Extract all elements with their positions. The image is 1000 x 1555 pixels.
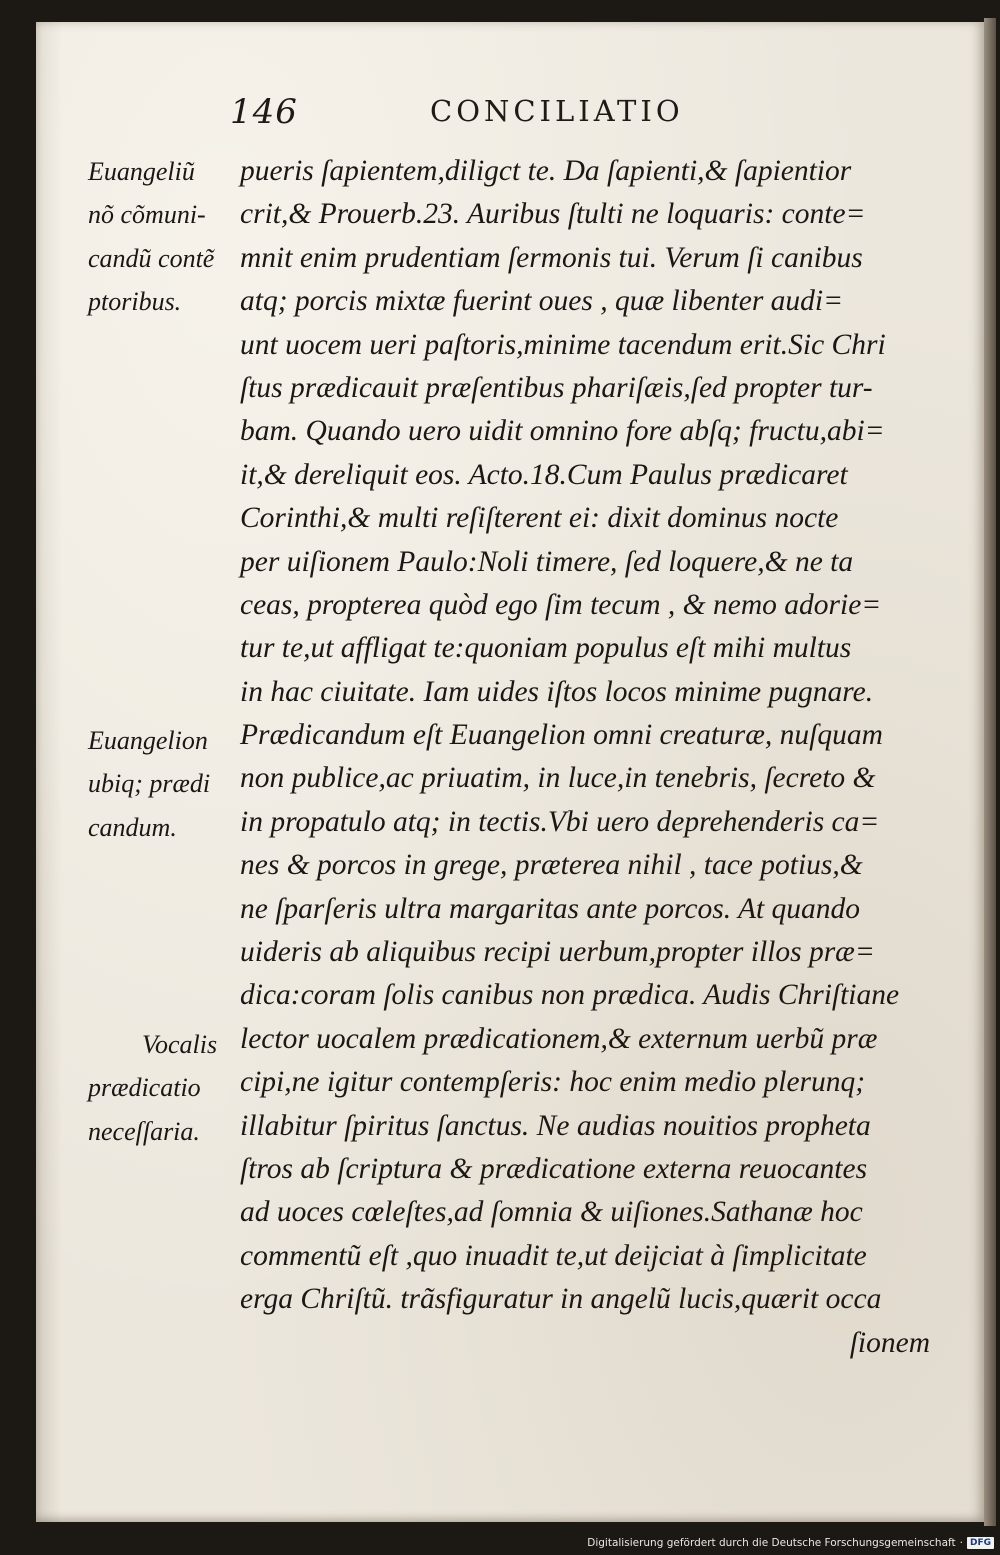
text-line: non publice,ac priuatim, in luce,in tenebris, ſecreto & (240, 762, 876, 795)
text-line: crit,& Prouerb.23. Auribus ſtulti ne loquaris: conte= (240, 198, 866, 231)
text-line: in hac ciuitate. Iam uides iſtos locos minime pugnare. (240, 675, 874, 708)
text-line: dica:coram ſolis canibus non prædica. Audis Chriſtiane (240, 979, 900, 1012)
marginal-line: ptoribus. (88, 287, 182, 317)
marginal-line: candũ contẽ (88, 243, 215, 273)
marginal-line: ubiq; prædi (88, 769, 211, 799)
marginal-line: Euangeliũ (88, 157, 195, 186)
text-line: Prædicandum eſt Euangelion omni creaturæ, nuſquam (240, 719, 883, 752)
marginal-note-1 (88, 150, 238, 324)
page-number: 146 (230, 92, 298, 132)
dfg-logo: DFG (967, 1537, 994, 1549)
text-line: nes & porcos in grege, præterea nihil , tace potius,& (240, 849, 863, 882)
marginal-line: nõ cõmuni- (88, 200, 206, 230)
text-line: tur te,ut affligat te:quoniam populus eſt mihi multus (240, 632, 852, 665)
credit-text: Digitalisierung gefördert durch die Deutsche Forschungsgemeinschaft (587, 1537, 956, 1549)
text-line: Corinthi,& multi reſiſterent ei: dixit dominus nocte (240, 502, 839, 535)
text-line: commentũ eſt ,quo inuadit te,ut deijciat à ſimplicitate (240, 1239, 867, 1272)
marginal-note-2 (88, 719, 238, 849)
main-text-block (240, 150, 930, 1365)
text-line: mnit enim prudentiam ſermonis tui. Verum ſi canibus (240, 241, 863, 274)
text-line: it,& dereliquit eos. Acto.18.Cum Paulus prædicaret (240, 458, 848, 491)
marginal-note-3 (88, 1023, 238, 1153)
text-line: bam. Quando uero uidit omnino fore abſq; fructu,abi= (240, 415, 885, 448)
digitization-credit (587, 1537, 994, 1549)
marginal-line: Euangelion (88, 726, 208, 755)
text-line: ſtros ab ſcriptura & prædicatione externa reuocantes (240, 1152, 868, 1185)
marginal-line: prædicatio (88, 1073, 201, 1103)
text-line: atq; porcis mixtæ fuerint oues , quæ libenter audi= (240, 285, 844, 318)
marginal-line: candum. (88, 812, 177, 842)
text-line: pueris ſapientem,diligct te. Da ſapienti,& ſapientior (240, 155, 852, 187)
page-edge (984, 18, 996, 1526)
marginal-line: Vocalis (142, 1030, 218, 1059)
text-line: lector uocalem prædicationem,& externum uerbũ præ (240, 1022, 878, 1055)
marginal-line: neceſſaria. (88, 1116, 200, 1146)
catchword: ſionem (849, 1326, 930, 1359)
text-line: ceas, propterea quòd ego ſim tecum , & nemo adorie= (240, 588, 882, 621)
text-line: illabitur ſpiritus ſanctus. Ne audias nouitios propheta (240, 1109, 871, 1142)
text-line: per uiſionem Paulo:Noli timere, ſed loquere,& ne ta (240, 545, 854, 578)
separator-dot: · (959, 1537, 963, 1549)
text-line: erga Chriſtũ. trãsfiguratur in angelũ lucis,quærit occa (240, 1283, 882, 1316)
text-line: in propatulo atq; in tectis.Vbi uero deprehenderis ca= (240, 805, 880, 838)
text-line: uideris ab aliquibus recipi uerbum,propter illos præ= (240, 936, 875, 969)
text-line: ſtus prædicauit præſentibus phariſæis,ſed propter tur- (240, 371, 873, 404)
text-line: cipi,ne igitur contempſeris: hoc enim medio plerunq; (240, 1066, 866, 1099)
text-line: ad uoces cœleſtes,ad ſomnia & uiſiones.Sathanæ hoc (240, 1196, 863, 1229)
text-line: unt uocem ueri paſtoris,minime tacendum erit.Sic Chri (240, 328, 886, 361)
running-head: CONCILIATIO (430, 94, 684, 128)
text-line: ne ſparſeris ultra margaritas ante porcos. At quando (240, 892, 861, 925)
